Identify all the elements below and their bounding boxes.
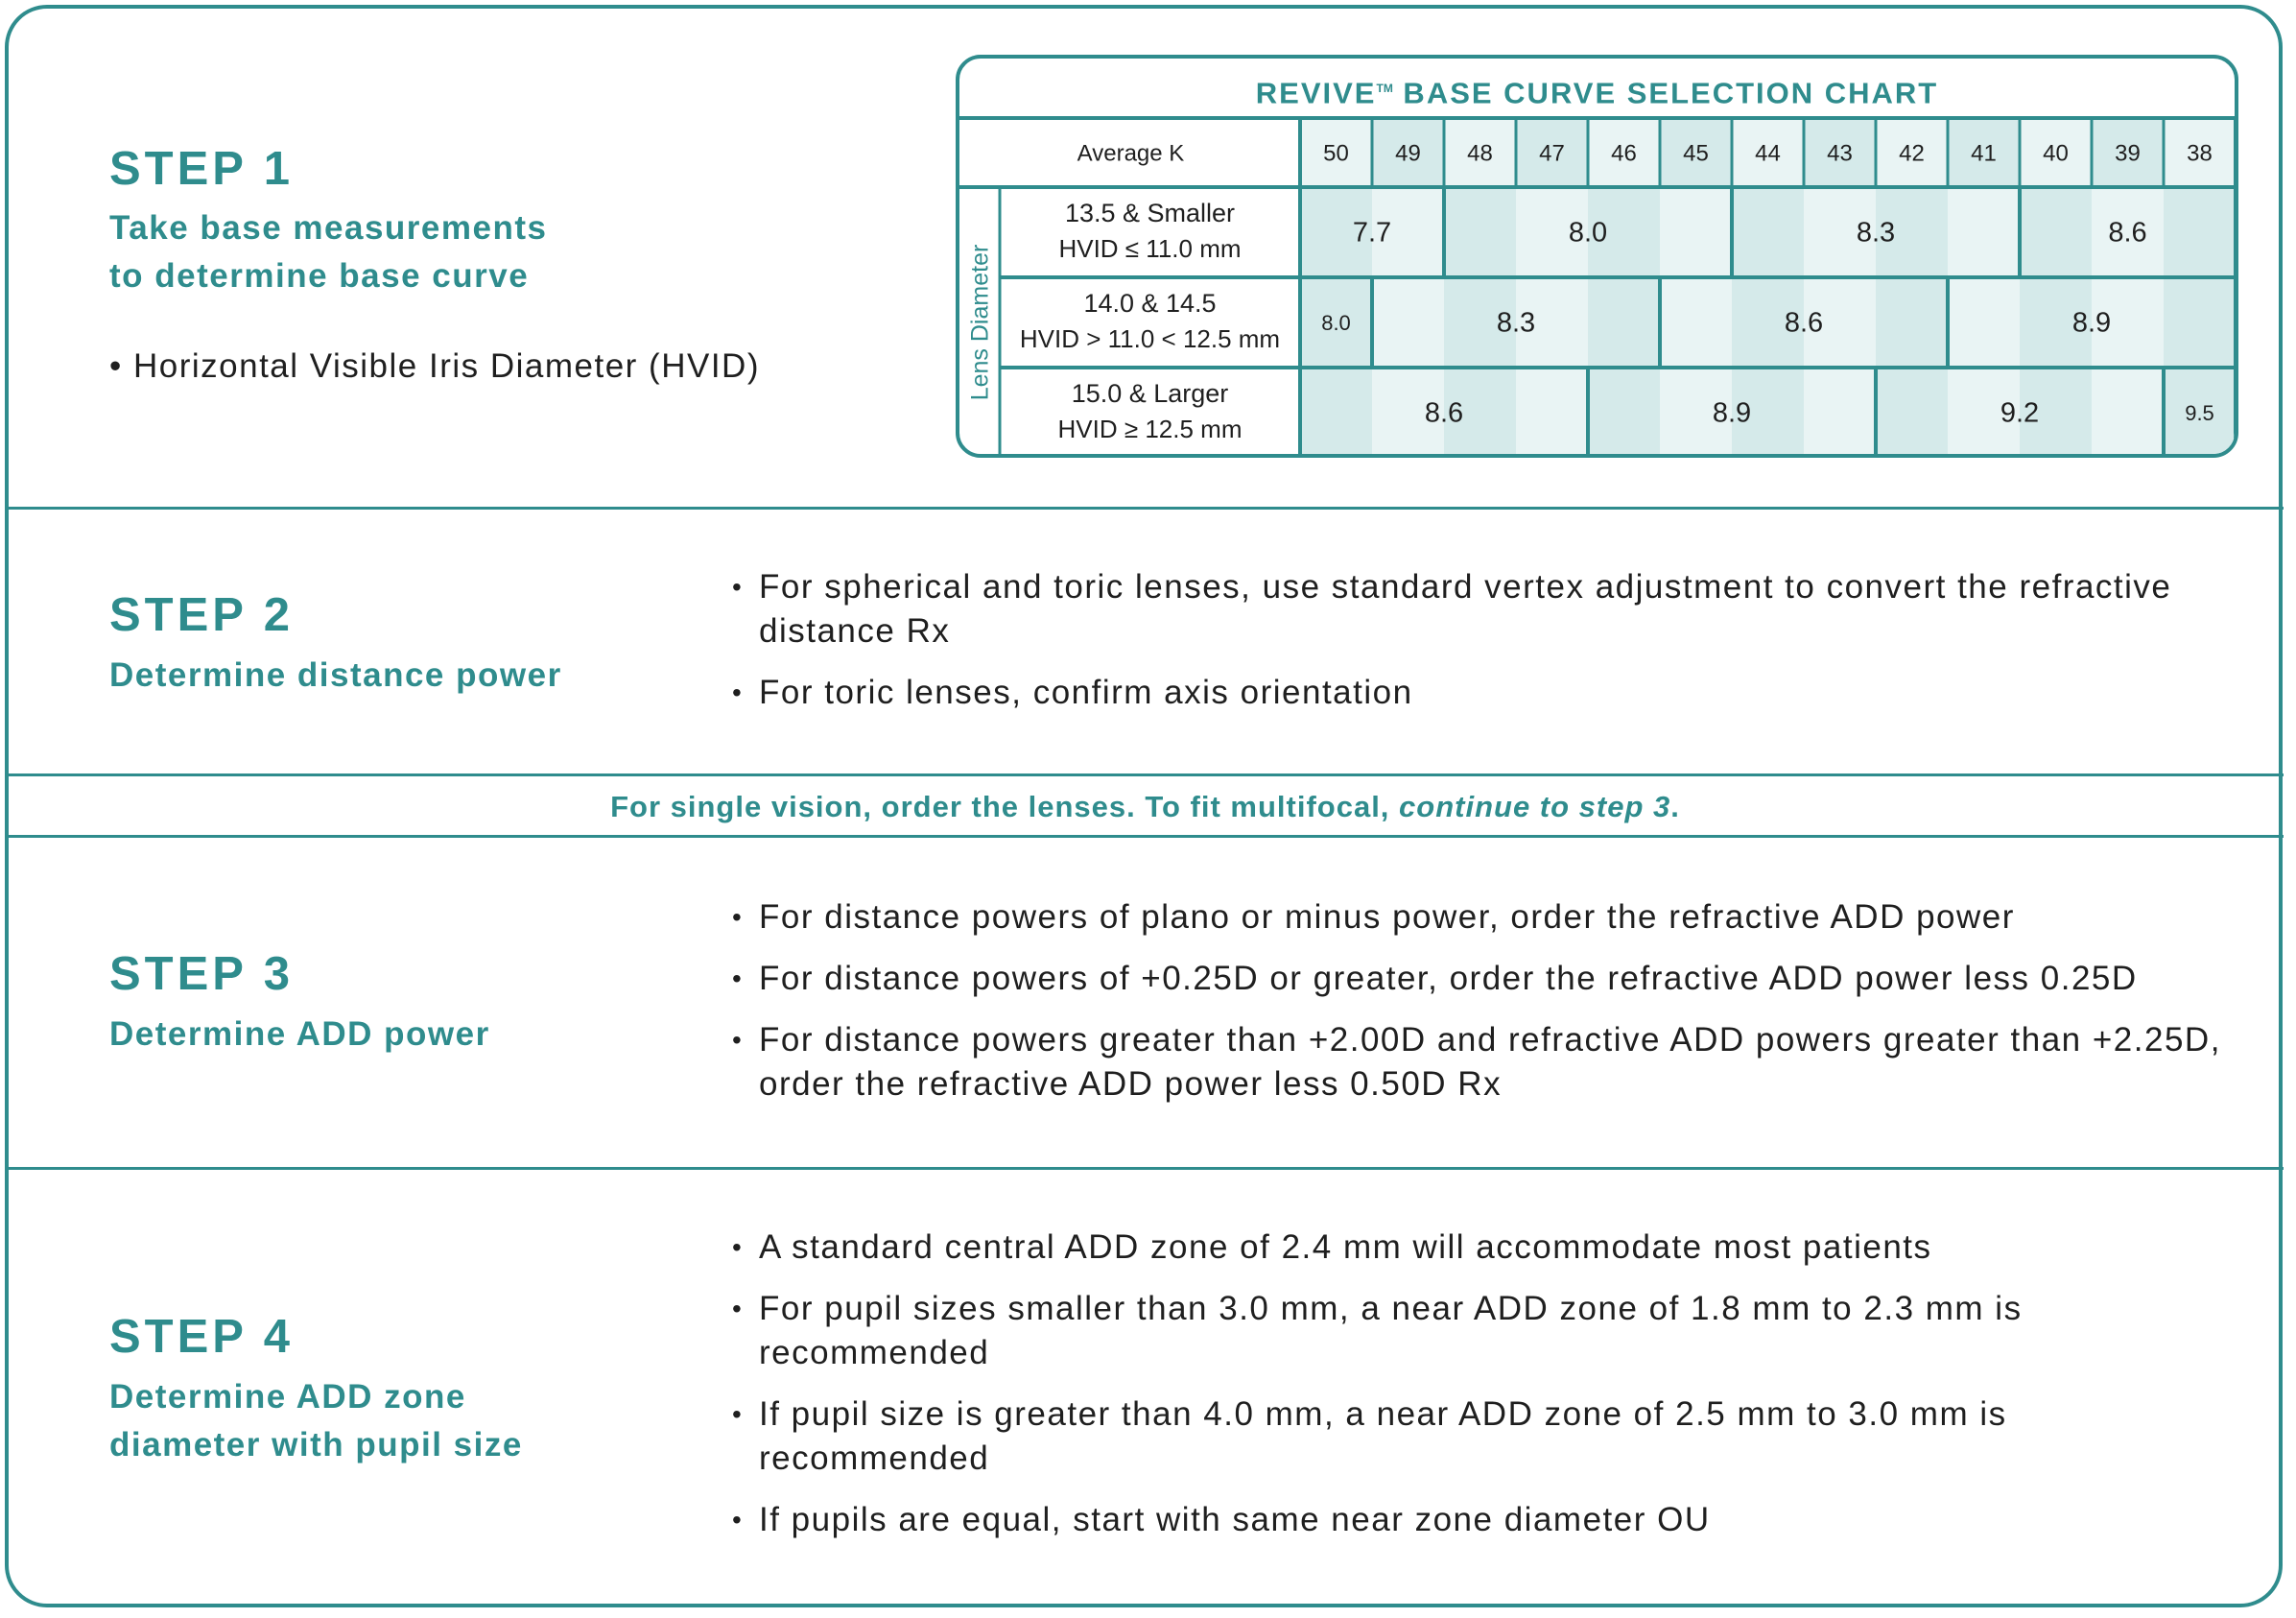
chart-title: REVIVE™ BASE CURVE SELECTION CHART <box>1255 76 1939 110</box>
base-curve-value: 8.3 <box>1496 307 1536 339</box>
step4-bullet: • If pupil size is greater than 4.0 mm, a near ADD zone of 2.5 mm to 3.0 mm is recommended <box>732 1392 2229 1481</box>
k-value-label: 42 <box>1899 140 1925 167</box>
base-curve-value: 8.9 <box>2071 307 2112 339</box>
hvid-range-label: HVID ≤ 11.0 mm <box>1058 233 1242 263</box>
step3-bullet: • For distance powers greater than +2.00D and refractive ADD powers greater than +2.25D, order the refractive ADD power less 0.50D Rx <box>732 1018 2229 1106</box>
lens-diameter-value: 15.0 & Larger <box>1071 379 1229 409</box>
step2-bullets <box>732 565 2229 732</box>
divider-step1 <box>7 507 2284 510</box>
k-value-label: 41 <box>1971 140 1997 167</box>
chart-cell <box>1876 277 1948 368</box>
chart-cell <box>1660 277 1732 368</box>
chart-cell <box>1948 187 2020 277</box>
step3-bullet: • For distance powers of plano or minus power, order the refractive ADD power <box>732 895 2229 940</box>
chart-cell <box>2092 368 2164 458</box>
step3-title: STEP 3 <box>109 948 294 1000</box>
base-curve-value: 7.7 <box>1352 217 1392 249</box>
base-curve-value: 8.0 <box>1568 217 1608 249</box>
chart-cell <box>1948 277 2020 368</box>
base-curve-value: 8.0 <box>1321 310 1351 335</box>
lens-diameter-value: 14.0 & 14.5 <box>1083 289 1217 319</box>
k-value-label: 46 <box>1611 140 1637 167</box>
lens-diameter-value: 13.5 & Smaller <box>1064 199 1236 228</box>
single-vision-note: For single vision, order the lenses. To fit multifocal, continue to step 3. <box>610 790 1680 823</box>
hvid-range-label: HVID > 11.0 < 12.5 mm <box>1019 323 1281 353</box>
step4-bullet: • A standard central ADD zone of 2.4 mm will accommodate most patients <box>732 1225 2229 1270</box>
chart-cell <box>1804 368 1876 458</box>
base-curve-value: 9.5 <box>2185 400 2214 425</box>
step1-title: STEP 1 <box>109 143 294 195</box>
chart-cell <box>2164 277 2236 368</box>
step4-bullets <box>732 1225 2229 1559</box>
k-value-label: 39 <box>2115 140 2141 167</box>
base-curve-value: 8.6 <box>2108 217 2147 249</box>
step2-title: STEP 2 <box>109 589 294 641</box>
step3-bullet: • For distance powers of +0.25D or greater, order the refractive ADD power less 0.25D <box>732 957 2229 1001</box>
note-emphasis: continue to step 3 <box>1399 790 1671 823</box>
step4-subtitle: Determine ADD zone diameter with pupil size <box>109 1378 523 1463</box>
base-curve-value: 8.6 <box>1784 307 1824 339</box>
chart-cell <box>1876 368 1948 458</box>
step2-subtitle: Determine distance power <box>109 656 562 694</box>
base-curve-value: 8.6 <box>1424 397 1464 429</box>
chart-cell <box>1300 368 1372 458</box>
k-value-label: 50 <box>1323 140 1349 167</box>
k-value-label: 44 <box>1755 140 1781 167</box>
chart-cell <box>1588 277 1660 368</box>
step1-subtitle: Take base measurements to determine base curve <box>109 209 548 295</box>
hvid-range-label: HVID ≥ 12.5 mm <box>1057 414 1243 443</box>
base-curve-value: 9.2 <box>2000 397 2040 429</box>
divider-step3 <box>7 1167 2284 1170</box>
k-value-label: 38 <box>2187 140 2213 167</box>
chart-cell <box>1372 277 1444 368</box>
step1-bullet-text: Horizontal Visible Iris Diameter (HVID) <box>132 347 760 385</box>
chart-cell <box>1588 368 1660 458</box>
chart-cell <box>1516 368 1588 458</box>
base-curve-value: 8.3 <box>1856 217 1896 249</box>
k-value-label: 49 <box>1395 140 1421 167</box>
base-curve-chart <box>956 55 2238 458</box>
k-value-label: 48 <box>1467 140 1493 167</box>
step4-title: STEP 4 <box>109 1311 294 1363</box>
step1-bullet: • Horizontal Visible Iris Diameter (HVID) <box>109 347 760 385</box>
base-curve-value: 8.9 <box>1712 397 1752 429</box>
k-value-label: 43 <box>1827 140 1853 167</box>
k-value-label: 40 <box>2043 140 2069 167</box>
average-k-label: Average K <box>1077 140 1185 167</box>
lens-diameter-label: Lens Diameter <box>966 244 994 401</box>
chart-grid <box>959 59 2238 458</box>
step3-subtitle: Determine ADD power <box>109 1015 490 1053</box>
step4-bullet: • If pupils are equal, start with same near zone diameter OU <box>732 1498 2229 1542</box>
k-value-label: 47 <box>1539 140 1565 167</box>
step4-bullet: • For pupil sizes smaller than 3.0 mm, a near ADD zone of 1.8 mm to 2.3 mm is recommended <box>732 1287 2229 1375</box>
step3-bullets <box>732 895 2229 1124</box>
divider-step2 <box>7 773 2284 776</box>
chart-cell <box>1732 187 1804 277</box>
chart-cell <box>2164 187 2236 277</box>
chart-cell <box>1660 187 1732 277</box>
k-value-label: 45 <box>1683 140 1709 167</box>
step2-bullet: • For spherical and toric lenses, use standard vertex adjustment to convert the refractive distance Rx <box>732 565 2229 654</box>
step2-bullet: • For toric lenses, confirm axis orientation <box>732 671 2229 715</box>
chart-cell <box>1444 187 1516 277</box>
chart-cell <box>2020 187 2092 277</box>
